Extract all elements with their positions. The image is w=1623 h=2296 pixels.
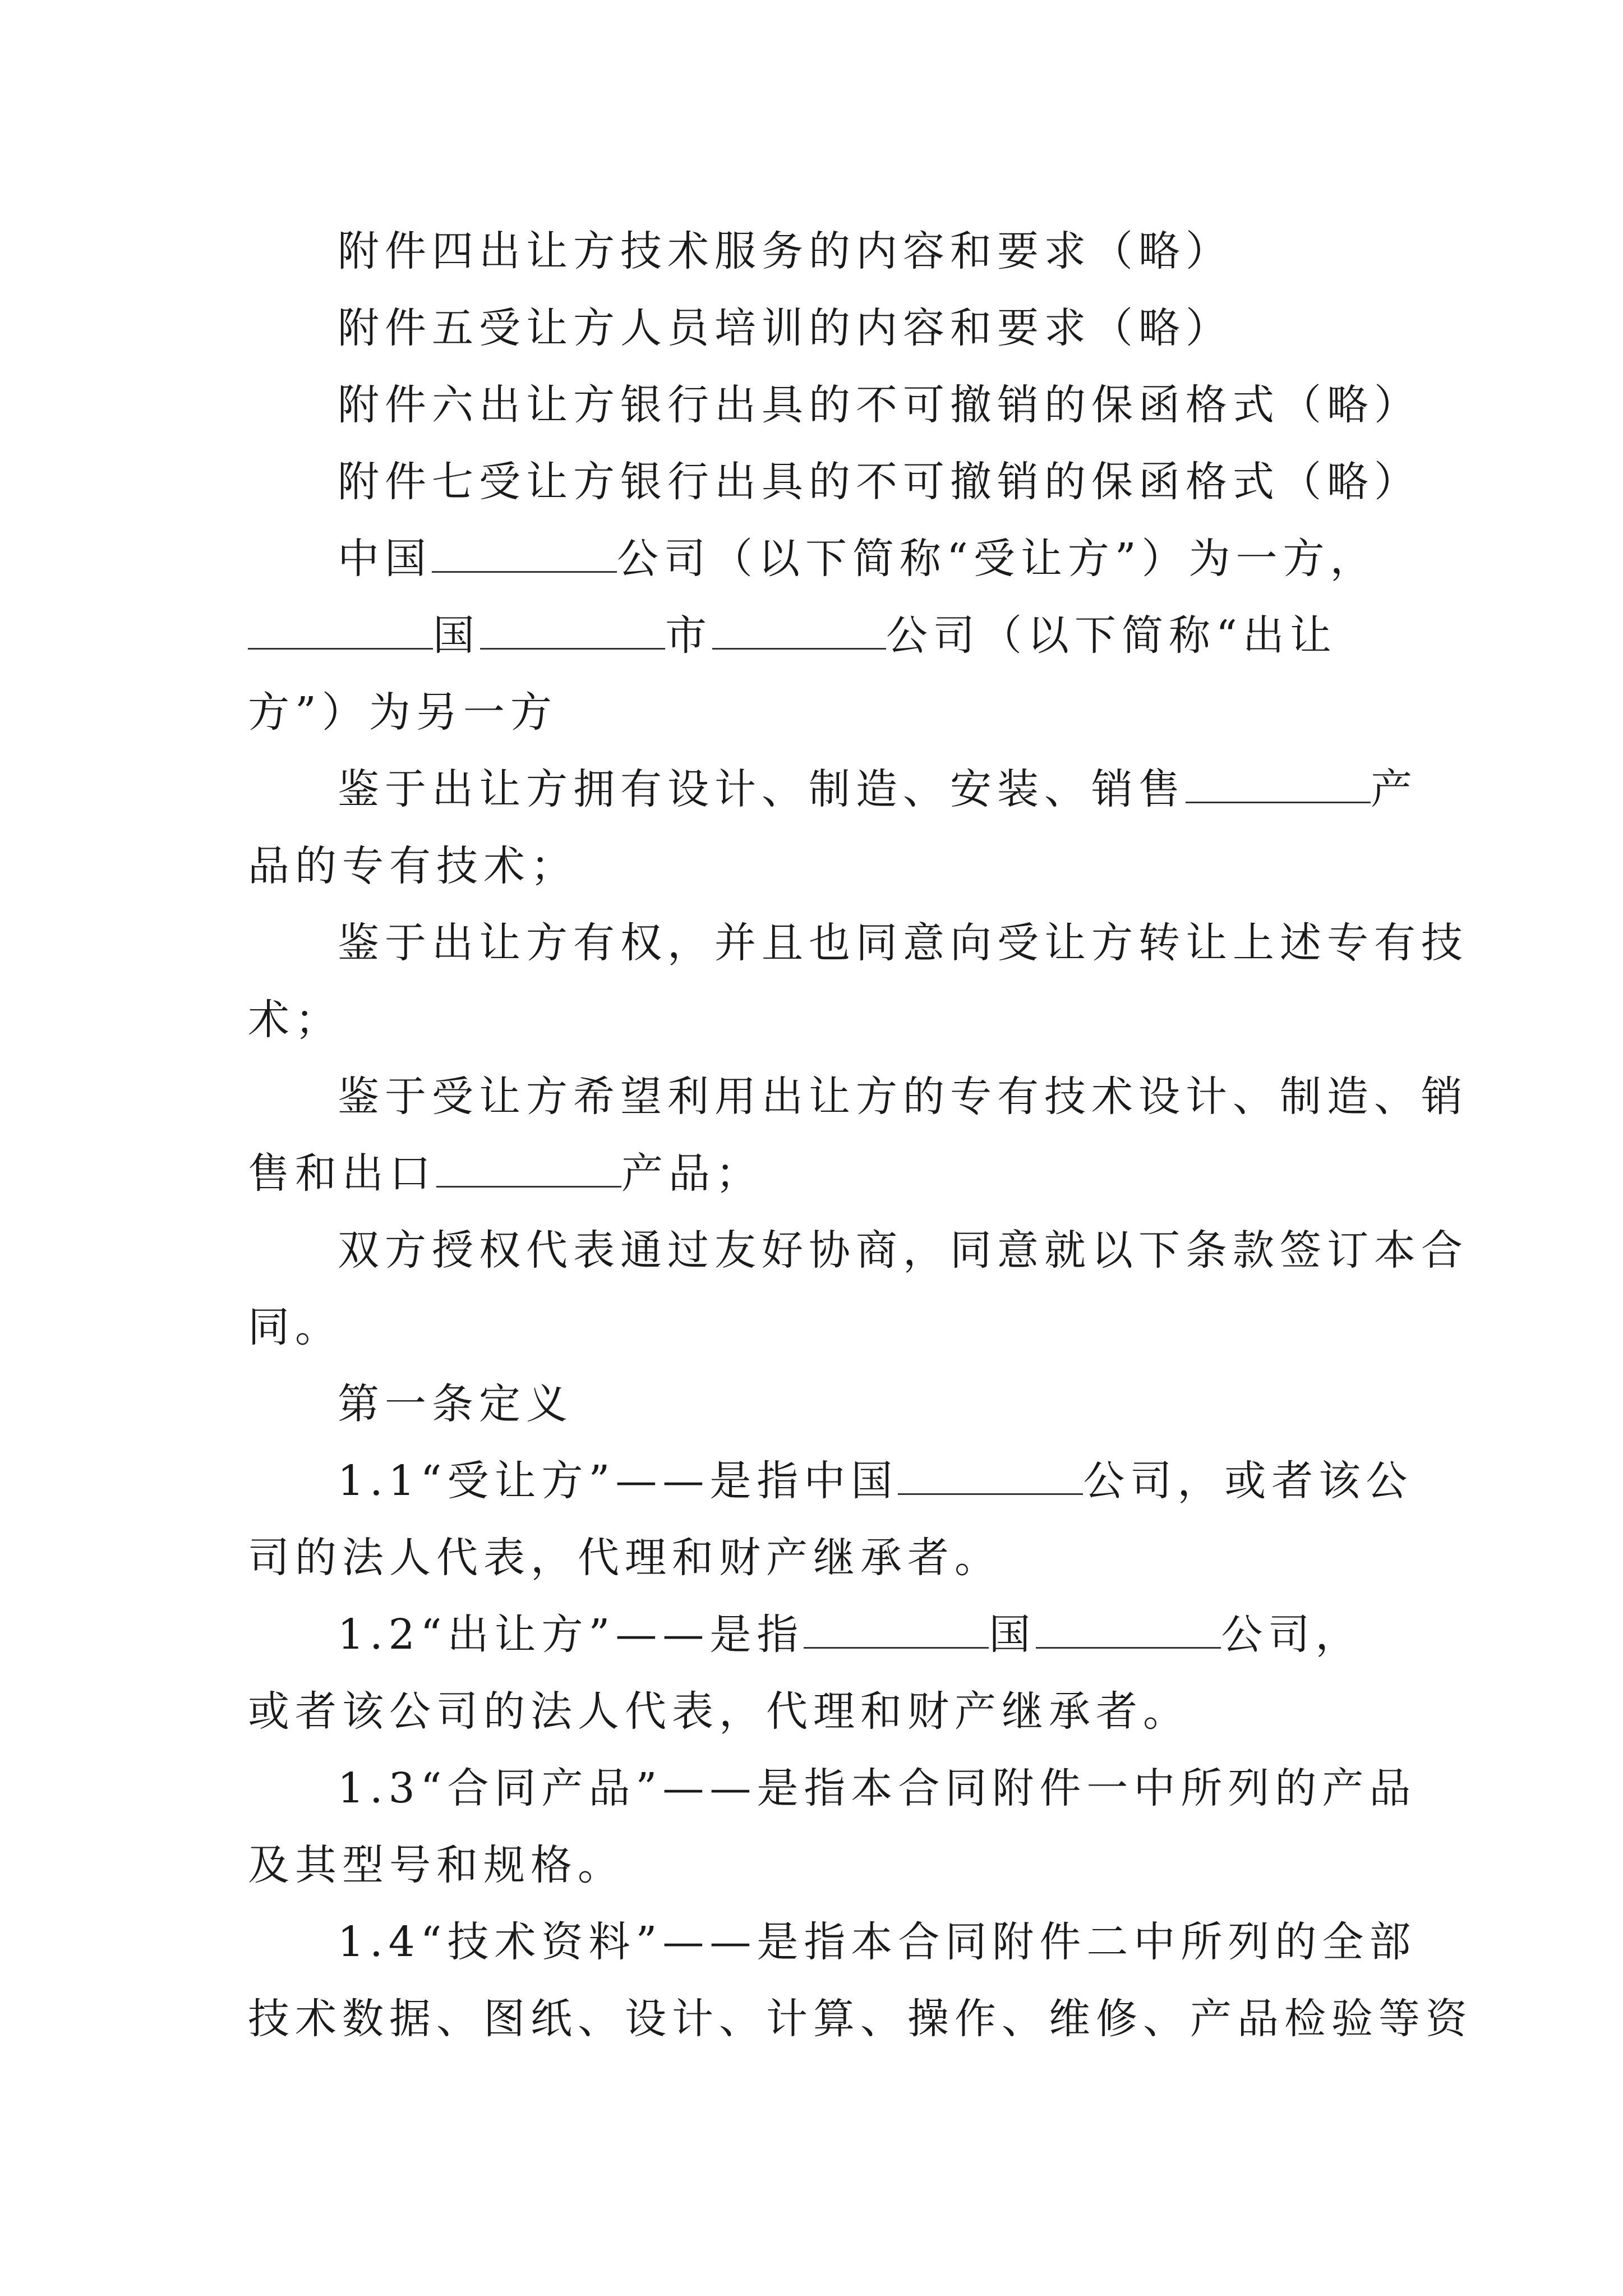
text-segment: 鉴于出让方拥有设计、制造、安装、销售 <box>338 765 1186 813</box>
clause-1-4-line-cont: 技术数据、图纸、设计、计算、操作、维修、产品检验等资 <box>248 1995 1473 2043</box>
blank-field <box>248 609 433 650</box>
whereas-2-line-cont: 术； <box>248 996 342 1044</box>
text-segment: 市 <box>665 611 712 660</box>
text-segment: 公司（以下简称“受让方”）为一方， <box>617 535 1377 583</box>
party-a-line <box>248 521 1392 597</box>
whereas-1-line-cont: 品的专有技术； <box>248 842 578 890</box>
party-b-line-cont: 方”）为另一方 <box>248 688 557 737</box>
annex-5-line: 附件五受让方人员培训的内容和要求（略） <box>338 304 1233 352</box>
blank-field <box>712 609 886 650</box>
clause-1-1-line-cont: 司的法人代表，代理和财产继承者。 <box>248 1534 1002 1582</box>
blank-field <box>480 609 665 650</box>
blank-field <box>432 532 617 573</box>
blank-field <box>1186 762 1371 803</box>
document-body <box>248 213 1473 2058</box>
clause-1-3-line-cont: 及其型号和规格。 <box>248 1841 625 1889</box>
text-segment: 公司（以下简称“出让 <box>886 611 1337 660</box>
text-segment: 产品； <box>621 1149 763 1198</box>
whereas-3-line: 鉴于受让方希望利用出让方的专有技术设计、制造、销 <box>338 1073 1468 1121</box>
clause-1-4-line: 1.4“技术资料”——是指本合同附件二中所列的全部 <box>338 1918 1417 1966</box>
clause-1-2-line <box>248 1596 1392 1673</box>
text-segment: 1.1“受让方”——是指中国 <box>338 1457 898 1505</box>
blank-field <box>436 1147 621 1188</box>
article-1-heading: 第一条定义 <box>338 1380 573 1428</box>
agreement-line-cont: 同。 <box>248 1303 342 1351</box>
clause-1-2-line-cont: 或者该公司的法人代表，代理和财产继承者。 <box>248 1687 1190 1736</box>
clause-1-1-line <box>248 1443 1413 1520</box>
blank-field <box>804 1608 989 1649</box>
whereas-3-line-cont <box>248 1135 1392 1212</box>
annex-7-line: 附件七受让方银行出具的不可撤销的保函格式（略） <box>338 458 1421 506</box>
blank-field <box>1036 1608 1221 1649</box>
whereas-2-line: 鉴于出让方有权，并且也同意向受让方转让上述专有技 <box>338 919 1468 967</box>
clause-1-3-line: 1.3“合同产品”——是指本合同附件一中所列的产品 <box>338 1764 1417 1812</box>
text-segment: 公司，或者该公 <box>1083 1457 1413 1505</box>
text-segment: 售和出口 <box>248 1149 436 1198</box>
text-segment: 国 <box>989 1611 1036 1659</box>
text-segment: 1.2“出让方”——是指 <box>338 1611 804 1659</box>
text-segment: 中国 <box>338 535 432 583</box>
text-segment: 产 <box>1371 765 1418 813</box>
annex-6-line: 附件六出让方银行出具的不可撤销的保函格式（略） <box>338 381 1421 429</box>
whereas-1-line <box>248 751 1418 828</box>
agreement-line: 双方授权代表通过友好协商，同意就以下条款签订本合 <box>338 1226 1468 1274</box>
text-segment: 公司， <box>1221 1611 1363 1659</box>
annex-4-line: 附件四出让方技术服务的内容和要求（略） <box>338 227 1233 275</box>
party-b-line <box>248 597 1392 674</box>
text-segment: 国 <box>433 611 480 660</box>
blank-field <box>898 1454 1083 1495</box>
